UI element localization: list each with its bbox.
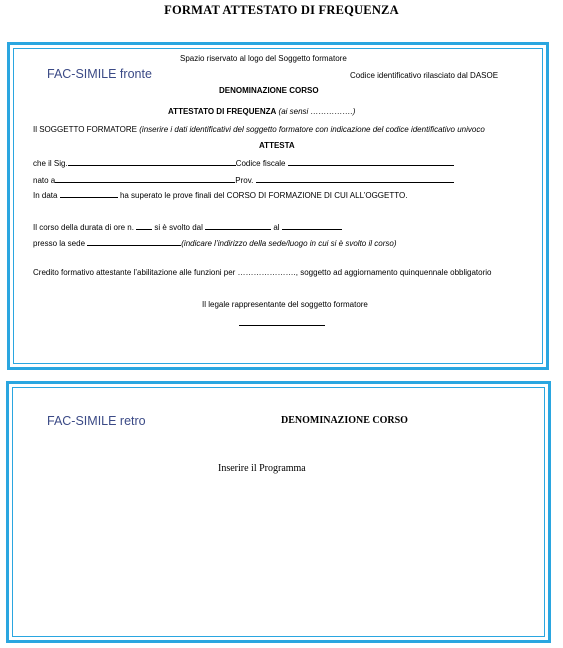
fiscal-code-blank <box>288 157 454 166</box>
date-row <box>33 189 407 200</box>
back-facsimile-label: FAC-SIMILE retro <box>47 414 146 428</box>
date-blank <box>60 189 118 198</box>
province-blank <box>256 174 454 183</box>
start-date-blank <box>205 221 271 230</box>
name-row <box>33 157 454 168</box>
duration-to: al <box>273 223 280 232</box>
date-label: In data <box>33 191 58 200</box>
page-title: FORMAT ATTESTATO DI FREQUENZA <box>164 3 399 17</box>
front-facsimile-label: FAC-SIMILE fronte <box>47 67 152 81</box>
duration-prefix: Il corso della durata di ore n. <box>33 223 134 232</box>
provider-label: Il SOGGETTO FORMATORE <box>33 125 138 134</box>
front-course-name: DENOMINAZIONE CORSO <box>219 86 319 95</box>
certificate-title-line <box>168 107 355 116</box>
signature-label: Il legale rappresentante del soggetto formatore <box>202 300 368 309</box>
provider-line <box>33 125 485 134</box>
back-course-name: DENOMINAZIONE CORSO <box>281 415 408 426</box>
logo-placeholder-text: Spazio riservato al logo del Soggetto formatore <box>180 54 347 63</box>
program-placeholder-text: Inserire il Programma <box>218 463 306 474</box>
provider-note: (inserire i dati identificativi del soggetto formatore con indicazione del codice identificativo univoco <box>139 125 485 134</box>
certificate-title: ATTESTATO DI FREQUENZA <box>168 107 277 116</box>
born-label: nato a <box>33 176 56 185</box>
name-blank <box>68 157 236 166</box>
certificate-note: (ai sensi …………….) <box>278 107 356 116</box>
credit-text: Credito formativo attestante l’abilitazione alle funzioni per …………………., soggetto ad aggiornamento quinquennale obbligatorio <box>33 268 492 277</box>
venue-note: (indicare l’indirizzo della sede/luogo in cui si è svolto il corso) <box>181 239 397 248</box>
birthplace-blank <box>55 174 235 183</box>
venue-row <box>33 237 396 248</box>
end-date-blank <box>282 221 342 230</box>
back-facsimile-card <box>6 381 551 643</box>
front-facsimile-card <box>7 42 549 370</box>
venue-label: presso la sede <box>33 239 86 248</box>
birthplace-row <box>33 174 454 185</box>
signature-line <box>239 325 325 326</box>
dasoe-code-text: Codice identificativo rilasciato dal DASOE <box>350 71 499 80</box>
province-label: Prov. <box>235 176 254 185</box>
duration-held: si è svolto dal <box>154 223 203 232</box>
attests-heading: ATTESTA <box>259 141 295 150</box>
name-label: che il Sig. <box>33 159 68 168</box>
fiscal-code-label: Codice fiscale <box>235 159 286 168</box>
venue-blank <box>87 237 181 246</box>
hours-blank <box>136 221 152 230</box>
duration-row <box>33 221 342 232</box>
passed-text: ha superato le prove finali del CORSO DI FORMAZIONE DI CUI ALL’OGGETTO. <box>119 191 408 200</box>
